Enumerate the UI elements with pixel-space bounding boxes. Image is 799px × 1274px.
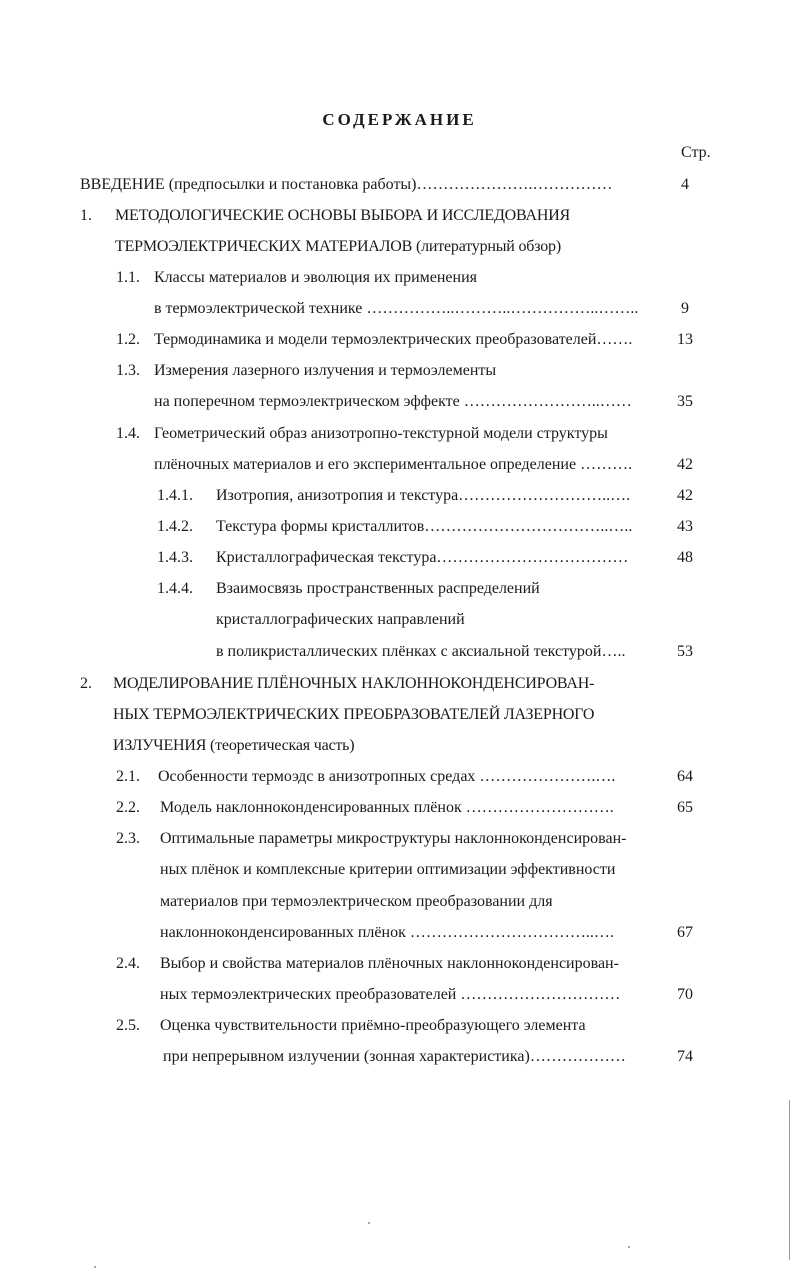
toc-entry-text: Измерения лазерного излучения и термоэлементы <box>154 362 497 379</box>
scan-speck <box>368 1222 370 1224</box>
toc-entry-text: Кристаллографическая текстура……………………………… <box>216 549 629 566</box>
toc-entry-number: 1.4.2. <box>157 518 193 535</box>
toc-entry-number: 2.2. <box>116 799 140 816</box>
scan-speck <box>628 1246 630 1248</box>
toc-entry-text: МОДЕЛИРОВАНИЕ ПЛЁНОЧНЫХ НАКЛОННОКОНДЕНСИРОВАН- <box>113 675 595 692</box>
toc-entry-text: в поликристаллических плёнках с аксиальной текстурой….. <box>216 643 626 660</box>
toc-entry-text: материалов при термоэлектрическом преобразовании для <box>160 893 553 910</box>
toc-entry-number: 1.4.3. <box>157 549 193 566</box>
toc-entry-number: 2.1. <box>116 768 140 785</box>
toc-page-number: 35 <box>677 393 693 410</box>
toc-page-number: 9 <box>681 300 689 317</box>
toc-entry-text: Текстура формы кристаллитов……………………………..….. <box>216 518 633 535</box>
toc-entry-number: 1.2. <box>116 331 140 348</box>
toc-page-number: 42 <box>677 456 693 473</box>
toc-entry-number: 1.3. <box>116 362 140 379</box>
toc-entry-text: Термодинамика и модели термоэлектрических преобразователей……. <box>154 331 633 348</box>
toc-entry-text: ТЕРМОЭЛЕКТРИЧЕСКИХ МАТЕРИАЛОВ (литературный обзор) <box>115 238 561 255</box>
toc-entry-text: кристаллографических направлений <box>216 611 465 628</box>
scan-speck <box>94 1266 96 1268</box>
toc-page-number: 64 <box>677 768 693 785</box>
toc-entry-number: 2.5. <box>116 1017 140 1034</box>
toc-entry-text: Оптимальные параметры микроструктуры наклонноконденсирован- <box>160 830 627 847</box>
toc-entry-text: в термоэлектрической технике ……………..………..……………..…….. <box>154 300 639 317</box>
toc-entry-text: МЕТОДОЛОГИЧЕСКИЕ ОСНОВЫ ВЫБОРА И ИССЛЕДОВАНИЯ <box>115 207 571 224</box>
page-title: СОДЕРЖАНИЕ <box>322 110 477 129</box>
toc-entry-text: ИЗЛУЧЕНИЯ (теоретическая часть) <box>113 737 355 754</box>
toc-entry-number: 2.3. <box>116 830 140 847</box>
toc-entry-number: 1. <box>80 207 92 224</box>
toc-entry-text: Выбор и свойства материалов плёночных наклонноконденсирован- <box>160 955 619 972</box>
toc-entry-text: при непрерывном излучении (зонная характеристика)……………… <box>163 1048 626 1065</box>
toc-page-number: 70 <box>677 986 693 1003</box>
toc-entry-text: Взаимосвязь пространственных распределений <box>216 580 540 597</box>
toc-entry-number: 1.4. <box>116 425 140 442</box>
toc-page-number: 67 <box>677 924 693 941</box>
toc-entry-text: Особенности термоэдс в анизотропных средах ………………….…. <box>158 768 616 785</box>
toc-entry-text: наклонноконденсированных плёнок ……………………………..…. <box>160 924 614 941</box>
toc-entry-text: на поперечном термоэлектрическом эффекте ……………………..…… <box>154 393 632 410</box>
toc-entry-text: ВВЕДЕНИЕ (предпосылки и постановка работы)………………….…………… <box>80 176 613 193</box>
toc-page-number: 13 <box>677 331 693 348</box>
toc-entry-text: Классы материалов и эволюция их применения <box>154 269 477 286</box>
toc-entry-text: Геометрический образ анизотропно-текстурной модели структуры <box>154 425 608 442</box>
toc-entry-text: Модель наклонноконденсированных плёнок ………………………. <box>160 799 614 816</box>
toc-page-number: 4 <box>681 176 689 193</box>
toc-entry-text: Изотропия, анизотропия и текстура………………………..…. <box>216 487 631 504</box>
toc-entry-number: 1.4.4. <box>157 580 193 597</box>
toc-entry-number: 2. <box>80 675 92 692</box>
toc-page-number: 74 <box>677 1048 693 1065</box>
toc-entry-text: НЫХ ТЕРМОЭЛЕКТРИЧЕСКИХ ПРЕОБРАЗОВАТЕЛЕЙ ЛАЗЕРНОГО <box>113 706 595 723</box>
toc-page-number: 48 <box>677 549 693 566</box>
toc-entry-text: ных термоэлектрических преобразователей ………………………… <box>160 986 621 1003</box>
toc-page-number: 53 <box>677 643 693 660</box>
toc-page-number: 65 <box>677 799 693 816</box>
scan-edge-artifact <box>789 1100 790 1260</box>
toc-entry-text: плёночных материалов и его экспериментальное определение ………. <box>154 456 633 473</box>
toc-entry-text: ных плёнок и комплексные критерии оптимизации эффективности <box>160 861 616 878</box>
toc-entry-number: 1.4.1. <box>157 487 193 504</box>
toc-entry-number: 2.4. <box>116 955 140 972</box>
page-column-header: Стр. <box>681 144 711 161</box>
toc-entry-number: 1.1. <box>116 269 140 286</box>
toc-entry-text: Оценка чувствительности приёмно-преобразующего элемента <box>160 1017 586 1034</box>
toc-page-number: 43 <box>677 518 693 535</box>
toc-page-number: 42 <box>677 487 693 504</box>
